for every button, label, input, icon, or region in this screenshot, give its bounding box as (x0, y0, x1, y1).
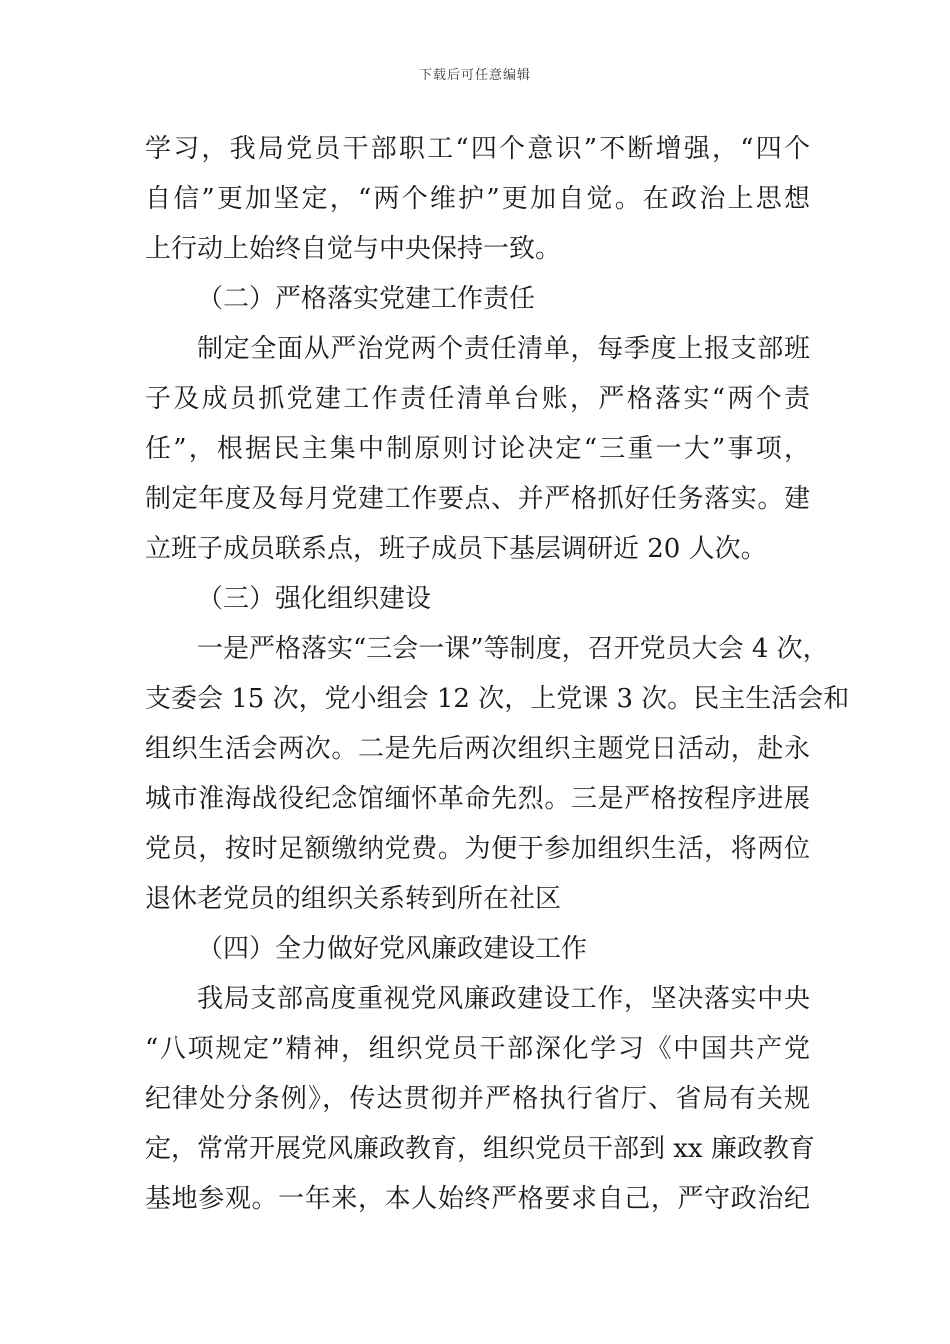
paragraph-line: 上行动上始终自觉与中央保持一致。 (145, 234, 562, 264)
paragraph-line: 制定年度及每月党建工作要点、并严格抓好任务落实。建 (145, 484, 810, 514)
paragraph-line: 城市淮海战役纪念馆缅怀革命先烈。三是严格按程序进展 (145, 784, 810, 814)
paragraph-line: 退休老党员的组织关系转到所在社区 (145, 884, 562, 914)
paragraph-line: 基地参观。一年来，本人始终严格要求自己，严守政治纪 (145, 1184, 810, 1214)
document-body (145, 124, 850, 1224)
paragraph-line: 一是严格落实“三会一课”等制度，召开党员大会 4 次， (197, 634, 829, 664)
paragraph-line: 子及成员抓党建工作责任清单台账，严格落实“两个责 (145, 384, 810, 414)
paragraph-line: 纪律处分条例》，传达贯彻并严格执行省厅、省局有关规 (145, 1084, 810, 1114)
page-header-note: 下载后可任意编辑 (418, 68, 531, 83)
paragraph-line: 自信”更加坚定，“两个维护”更加自觉。在政治上思想 (145, 184, 810, 214)
section-heading: （二）严格落实党建工作责任 (197, 284, 536, 314)
section-heading: （四）全力做好党风廉政建设工作 (197, 934, 588, 964)
paragraph-line: 立班子成员联系点，班子成员下基层调研近 20 人次。 (145, 534, 767, 564)
paragraph-line: 制定全面从严治党两个责任清单，每季度上报支部班 (197, 334, 810, 364)
paragraph-line: 我局支部高度重视党风廉政建设工作，坚决落实中央 (197, 984, 810, 1014)
paragraph-line: 学习，我局党员干部职工“四个意识”不断增强，“四个 (145, 134, 810, 164)
paragraph-line: 支委会 15 次，党小组会 12 次，上党课 3 次。民主生活会和 (145, 684, 850, 714)
paragraph-line: 定，常常开展党风廉政教育，组织党员干部到 xx 廉政教育 (145, 1134, 815, 1164)
section-heading: （三）强化组织建设 (197, 584, 432, 614)
paragraph-line: 任”，根据民主集中制原则讨论决定“三重一大”事项， (145, 434, 810, 464)
paragraph-line: 组织生活会两次。二是先后两次组织主题党日活动，赴永 (145, 734, 810, 764)
paragraph-line: “八项规定”精神，组织党员干部深化学习《中国共产党 (145, 1034, 810, 1064)
paragraph-line: 党员，按时足额缴纳党费。为便于参加组织生活，将两位 (145, 834, 810, 864)
